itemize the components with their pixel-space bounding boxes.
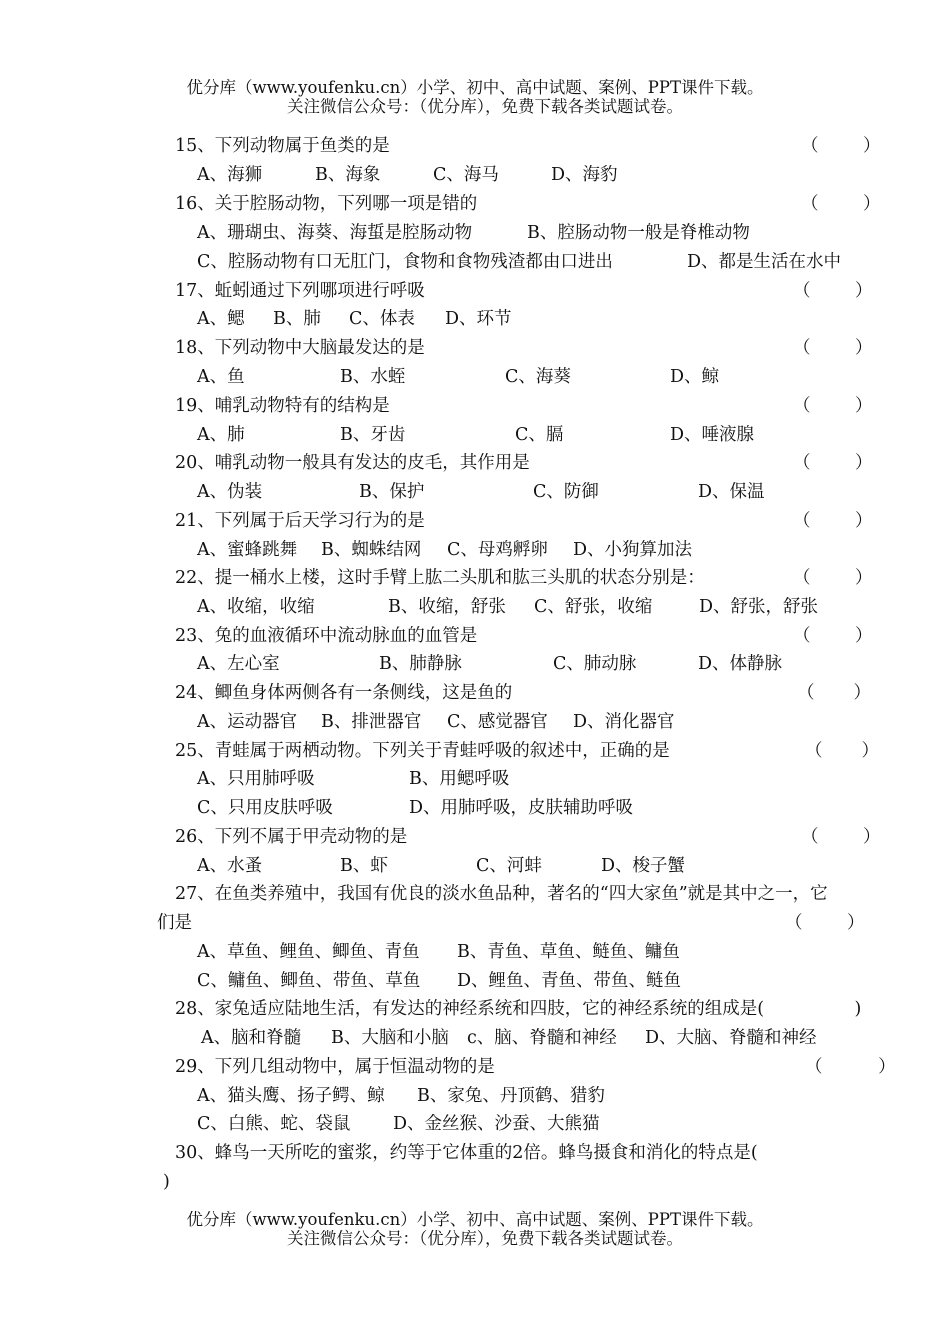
question-20-stem: 20、哺乳动物一般具有发达的皮毛，其作用是 xyxy=(175,453,530,473)
question-17-stem: 17、蚯蚓通过下列哪项进行呼吸 xyxy=(175,281,425,301)
option-d: D、体静脉 xyxy=(698,654,783,674)
option-a: A、海狮 xyxy=(197,165,263,185)
question-27-options-1 xyxy=(197,940,680,964)
question-19-options xyxy=(197,423,754,447)
option-d: D、大脑、脊髓和神经 xyxy=(645,1028,817,1048)
option-a: A、运动器官 xyxy=(197,712,298,732)
option-a: A、鱼 xyxy=(197,367,245,387)
question-24-answer-blank: （ ） xyxy=(797,683,871,703)
option-c: C、母鸡孵卵 xyxy=(447,540,548,560)
option-b: B、收缩，舒张 xyxy=(388,597,506,617)
question-26-answer-blank: （ ） xyxy=(801,827,881,847)
option-b: B、用鳃呼吸 xyxy=(409,769,510,789)
question-25-answer-blank: （ ） xyxy=(805,741,879,761)
question-16-options-1 xyxy=(197,221,750,245)
option-c: C、鳙鱼、鲫鱼、带鱼、草鱼 xyxy=(197,971,421,991)
option-b: B、腔肠动物一般是脊椎动物 xyxy=(527,223,750,243)
option-b: B、水蛭 xyxy=(340,367,406,387)
option-b: B、肺静脉 xyxy=(379,654,462,674)
header-line-2: 关注微信公众号：（优分库），免费下载各类试题试卷。 xyxy=(287,97,683,116)
option-b: B、保护 xyxy=(359,482,425,502)
option-c: C、舒张，收缩 xyxy=(534,597,653,617)
option-d: D、小狗算加法 xyxy=(573,540,693,560)
question-29-options-1 xyxy=(197,1084,605,1108)
question-19-stem: 19、哺乳动物特有的结构是 xyxy=(175,396,390,416)
option-d: D、消化器官 xyxy=(573,712,675,732)
option-b: B、海象 xyxy=(315,165,381,185)
question-29-stem: 29、下列几组动物中，属于恒温动物的是 xyxy=(175,1057,495,1077)
question-15-stem: 15、下列动物属于鱼类的是 xyxy=(175,136,390,156)
question-28-options xyxy=(201,1026,817,1050)
question-21-options xyxy=(197,538,692,562)
question-29-options-2 xyxy=(197,1112,600,1136)
question-15-options xyxy=(197,163,618,187)
option-c: C、只用皮肤呼吸 xyxy=(197,798,333,818)
question-17-answer-blank: （ ） xyxy=(793,281,873,301)
option-a: A、水蚤 xyxy=(197,856,263,876)
option-c: C、腔肠动物有口无肛门，食物和食物残渣都由口进出 xyxy=(197,252,613,272)
option-b: B、大脑和小脑 xyxy=(331,1028,449,1048)
option-a: A、左心室 xyxy=(197,654,280,674)
question-19-answer-blank: （ ） xyxy=(793,396,873,416)
page-footer xyxy=(0,1210,950,1248)
option-d: D、海豹 xyxy=(551,165,618,185)
option-b: B、家兔、丹顶鹤、猎豹 xyxy=(417,1086,605,1106)
question-27-stem-continued: 们是 xyxy=(157,913,192,933)
option-d: D、都是生活在水中 xyxy=(687,252,842,272)
question-25-options-1 xyxy=(197,767,509,791)
option-a: A、伪装 xyxy=(197,482,263,502)
question-27-stem: 27、在鱼类养殖中，我国有优良的淡水鱼品种，著名的“四大家鱼”就是其中之一，它 xyxy=(175,884,828,904)
option-b: B、肺 xyxy=(273,309,321,329)
option-c: C、海马 xyxy=(433,165,499,185)
question-28-stem: 28、家兔适应陆地生活，有发达的神经系统和四肢，它的神经系统的组成是( xyxy=(175,999,765,1019)
question-29-answer-blank: （ ） xyxy=(805,1057,896,1077)
footer-line-2: 关注微信公众号：（优分库），免费下载各类试题试卷。 xyxy=(287,1229,683,1248)
question-27-answer-blank: （ ） xyxy=(785,913,865,933)
option-a: A、只用肺呼吸 xyxy=(197,769,315,789)
question-18-stem: 18、下列动物中大脑最发达的是 xyxy=(175,338,425,358)
question-23-stem: 23、兔的血液循环中流动脉血的血管是 xyxy=(175,626,478,646)
option-b: B、青鱼、草鱼、鲢鱼、鳙鱼 xyxy=(457,942,680,962)
question-25-stem: 25、青蛙属于两栖动物。下列关于青蛙呼吸的叙述中，正确的是 xyxy=(175,741,670,761)
question-20-options xyxy=(197,480,765,504)
question-20-answer-blank: （ ） xyxy=(793,453,873,473)
option-c: C、海葵 xyxy=(505,367,571,387)
option-a: A、脑和脊髓 xyxy=(201,1028,302,1048)
question-25-options-2 xyxy=(197,796,633,820)
option-d: D、唾液腺 xyxy=(670,425,755,445)
option-c: C、白熊、蛇、袋鼠 xyxy=(197,1114,351,1134)
question-15-answer-blank: （ ） xyxy=(801,136,881,156)
option-a: A、珊瑚虫、海葵、海蜇是腔肠动物 xyxy=(197,223,473,243)
option-d: D、用肺呼吸，皮肤辅助呼吸 xyxy=(409,798,634,818)
option-d: D、保温 xyxy=(698,482,765,502)
question-23-options xyxy=(197,652,782,676)
option-b: B、蜘蛛结网 xyxy=(321,540,422,560)
option-a: A、蜜蜂跳舞 xyxy=(197,540,298,560)
option-b: B、牙齿 xyxy=(340,425,406,445)
option-d: D、鲤鱼、青鱼、带鱼、鲢鱼 xyxy=(457,971,682,991)
question-26-options xyxy=(197,854,685,878)
question-24-stem: 24、鲫鱼身体两侧各有一条侧线，这是鱼的 xyxy=(175,683,513,703)
page-header xyxy=(0,78,950,116)
question-21-answer-blank: （ ） xyxy=(793,511,873,531)
option-d: D、舒张，舒张 xyxy=(699,597,819,617)
question-18-options xyxy=(197,365,719,389)
option-a: A、草鱼、鲤鱼、鲫鱼、青鱼 xyxy=(197,942,420,962)
option-c: C、肺动脉 xyxy=(553,654,637,674)
option-d: D、环节 xyxy=(445,309,512,329)
question-26-stem: 26、下列不属于甲壳动物的是 xyxy=(175,827,408,847)
option-c: C、膈 xyxy=(515,425,564,445)
question-16-answer-blank: （ ） xyxy=(801,194,881,214)
question-17-options xyxy=(197,307,512,331)
question-16-options-2 xyxy=(197,250,841,274)
header-line-1: 优分库（www.youfenku.cn）小学、初中、高中试题、案例、PPT课件下载。 xyxy=(186,78,764,97)
question-16-stem: 16、关于腔肠动物，下列哪一项是错的 xyxy=(175,194,478,214)
option-a: A、猫头鹰、扬子鳄、鲸 xyxy=(197,1086,385,1106)
option-c: C、体表 xyxy=(349,309,415,329)
question-21-stem: 21、下列属于后天学习行为的是 xyxy=(175,511,425,531)
question-23-answer-blank: （ ） xyxy=(793,626,873,646)
option-d: D、鲸 xyxy=(670,367,720,387)
question-28-answer-blank: ) xyxy=(810,999,862,1019)
option-d: D、金丝猴、沙蚕、大熊猫 xyxy=(393,1114,600,1134)
option-a: A、鳃 xyxy=(197,309,245,329)
question-30-stem-continued: ) xyxy=(163,1172,170,1192)
option-b: B、排泄器官 xyxy=(321,712,422,732)
option-c: C、河蚌 xyxy=(476,856,542,876)
option-d: D、梭子蟹 xyxy=(601,856,686,876)
option-c: c、脑、脊髓和神经 xyxy=(467,1028,617,1048)
question-18-answer-blank: （ ） xyxy=(793,338,873,358)
question-22-options xyxy=(197,595,818,619)
question-30-stem: 30、蜂鸟一天所吃的蜜浆，约等于它体重的2倍。蜂鸟摄食和消化的特点是( xyxy=(175,1143,758,1163)
question-27-options-2 xyxy=(197,969,681,993)
footer-line-1: 优分库（www.youfenku.cn）小学、初中、高中试题、案例、PPT课件下载。 xyxy=(186,1210,764,1229)
question-24-options xyxy=(197,710,675,734)
question-22-answer-blank: （ ） xyxy=(793,568,873,588)
question-22-stem: 22、提一桶水上楼，这时手臂上肱二头肌和肱三头肌的状态分别是： xyxy=(175,568,705,588)
option-a: A、肺 xyxy=(197,425,245,445)
option-b: B、虾 xyxy=(340,856,388,876)
option-c: C、感觉器官 xyxy=(447,712,548,732)
option-a: A、收缩，收缩 xyxy=(197,597,315,617)
option-c: C、防御 xyxy=(533,482,599,502)
